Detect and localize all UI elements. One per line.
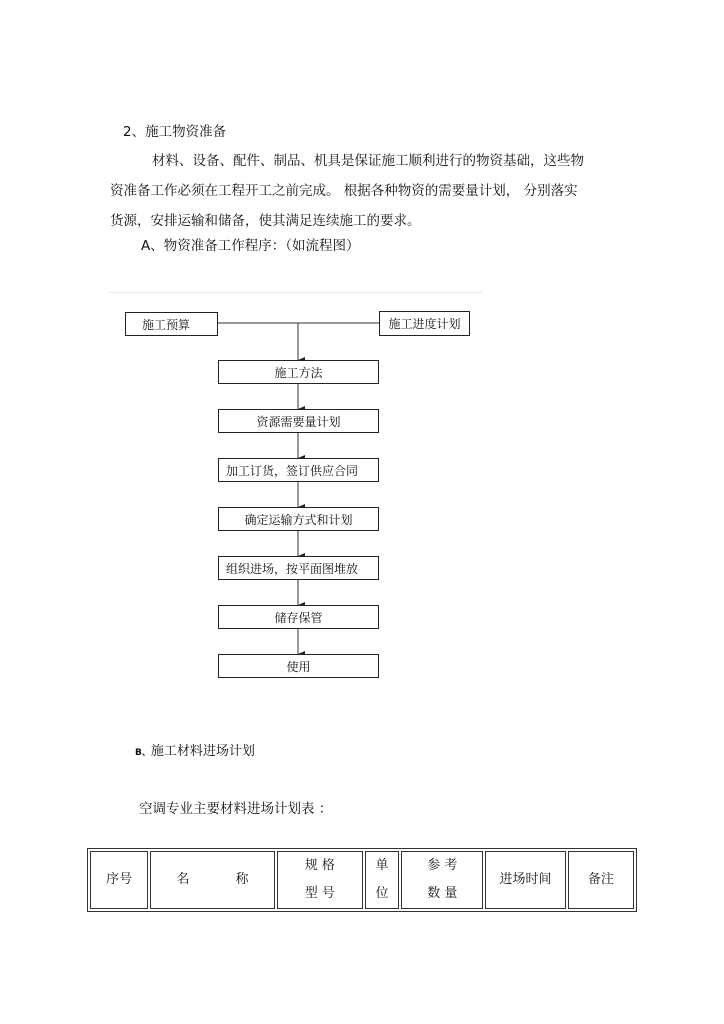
header-unit-line: 位 [375,886,389,901]
header-ref-qty [401,851,483,909]
flow-step: 组织进场，按平面图堆放 [218,556,379,580]
paragraph-line: 货源，安排运输和储备，使其满足连续施工的要求。 [110,213,421,229]
flow-step: 储存保管 [218,605,379,629]
materials-table [87,848,637,912]
header-ref-line: 数 量 [427,886,458,901]
header-seq: 序号 [90,851,148,909]
header-name-part: 称 [235,872,249,887]
header-time: 进场时间 [485,851,565,909]
header-unit-line: 单 [375,858,389,873]
intro-paragraph [110,146,620,236]
flow-step: 确定运输方式和计划 [218,507,379,531]
header-ref-line: 参 考 [427,858,458,873]
flow-box-budget: 施工预算 [125,312,218,336]
header-spec-line: 型 号 [304,886,335,901]
flowchart-connectors [109,292,482,698]
flow-step: 使用 [218,654,379,678]
header-name-part: 名 [176,872,190,887]
section-b-title: 施工材料进场计划 [150,744,255,759]
header-spec [277,851,363,909]
header-unit [365,851,399,909]
paragraph-line: 资准备工作必须在工程开工之前完成。 根据各种物资的需要量计划， 分别落实 [110,183,578,199]
section-heading: 2、施工物资准备 [123,124,227,140]
header-note: 备注 [568,851,634,909]
header-spec-line: 规 格 [304,858,335,873]
table-caption: 空调专业主要材料进场计划表 ： [139,801,333,817]
sub-heading-a: A、物资准备工作程序：（如流程图） [141,238,360,254]
flow-box-schedule: 施工进度计划 [379,311,470,336]
flow-step: 施工方法 [218,360,379,384]
section-b-prefix: B、 [135,748,151,758]
paragraph-line: 材料、设备、配件、制品、机具是保证施工顺利进行的物资基础，这些物 [152,153,584,169]
table-header-row [90,851,634,909]
header-name [150,851,274,909]
section-b-heading [135,740,255,759]
flow-step: 资源需要量计划 [218,409,379,433]
flow-step: 加工订货，签订供应合同 [218,458,379,482]
